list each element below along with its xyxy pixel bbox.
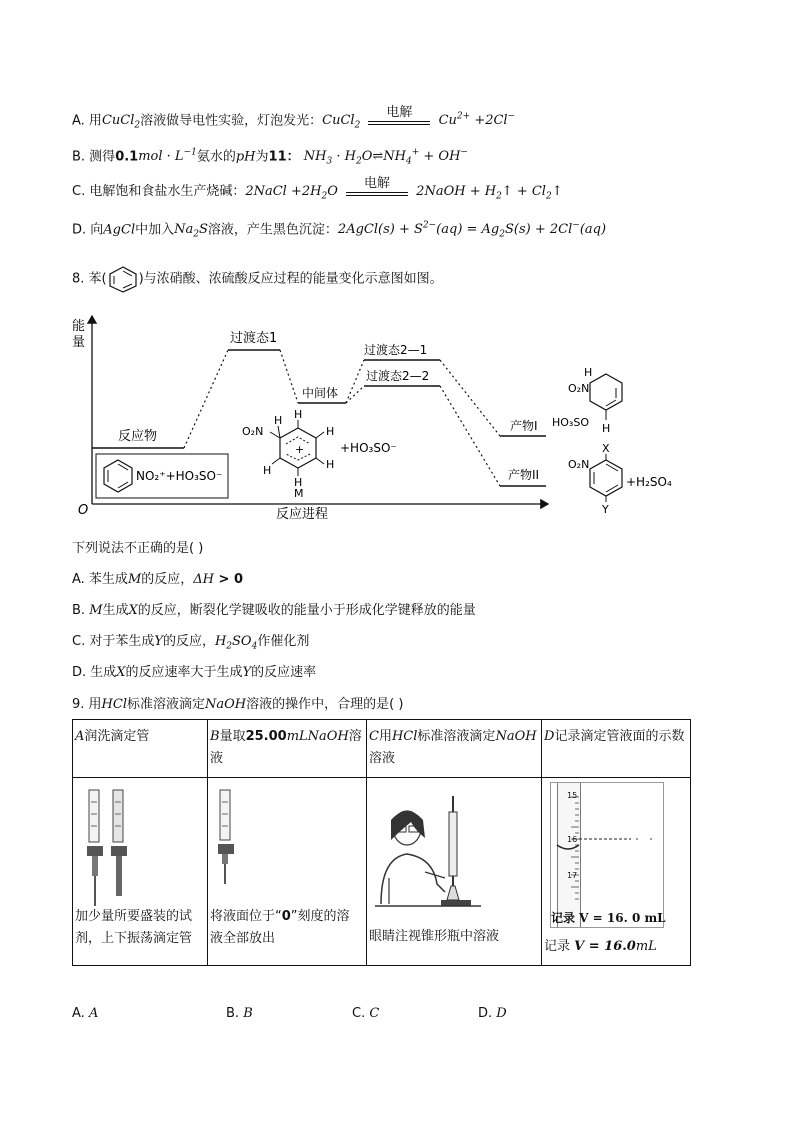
product1-label: 产物I — [510, 419, 538, 433]
m-h-bottom: H — [294, 476, 303, 489]
burette-draining-icon — [214, 788, 254, 888]
q7b-ph: pH — [235, 149, 256, 165]
q7-option-c — [72, 176, 563, 206]
q7c-electrolysis-condition: 电解 — [346, 177, 408, 196]
burette-scale-photo — [550, 782, 664, 928]
intermediate-label: 中间体 — [302, 386, 339, 400]
x-axis-label: 反应进程 — [276, 507, 329, 522]
q7b-unit: mol · $L^{-1}$ — [138, 148, 197, 165]
q7a-text: 溶液做导电性实验，灯泡发光： — [140, 113, 323, 129]
m-h-left-bottom: H — [263, 464, 272, 477]
q7a-electrolysis-condition: 电解 — [368, 106, 430, 125]
ts21-label: 过渡态2—1 — [364, 343, 428, 357]
q7c-products: 2NaOH + $H_2↑$ + $Cl_2↑$ — [416, 184, 563, 202]
q7b-eleven: 11： — [268, 149, 300, 165]
q7b-text-2: 为 — [255, 149, 269, 165]
origin-label: O — [78, 503, 89, 518]
p1-ho3so-label: HO₃SO — [552, 416, 589, 429]
ts22-label: 过渡态2—2 — [366, 369, 430, 383]
q9-caption-a: 加少量所要盛装的试剂，上下振荡滴定管 — [75, 909, 193, 946]
q9-cell-a — [73, 778, 208, 966]
reactant-formula: NO₂⁺+HO₃SO⁻ — [136, 469, 223, 483]
q8-prompt: 下列说法不正确的是( ) — [72, 541, 204, 556]
q8-option-b: B. M生成X的反应，断裂化学键吸收的能量小于形成化学键释放的能量 — [72, 603, 476, 618]
product2-structure — [590, 454, 622, 502]
q9-header-c: C用HCl标准溶液滴定NaOH 溶液 — [367, 720, 542, 778]
p2-y-label: Y — [602, 503, 609, 516]
q7d-equation: 2AgCl(s) + $S^{2-}(aq) = Ag_2S(s) + 2Cl^-(aq)$ — [337, 221, 607, 240]
m-h-top-left: H — [274, 414, 283, 427]
q9-caption-c: 眼睛注视锥形瓶中溶液 — [369, 929, 500, 944]
y-axis-label-1: 能 — [72, 319, 86, 334]
q9-answer-c: C. C — [352, 1006, 380, 1021]
q9-header-d: D记录滴定管液面的示数 — [542, 720, 691, 778]
p2-x-label: X — [602, 442, 610, 455]
burette-shaking-icon — [81, 788, 151, 912]
ts1-label: 过渡态1 — [230, 331, 278, 346]
q7c-prefix: C. 电解饱和食盐水生产烧碱： — [72, 184, 246, 199]
m-h-right-top: H — [326, 425, 335, 438]
q7d-text: 中加入 — [135, 222, 175, 238]
m-plus-charge: + — [295, 443, 305, 456]
product1-structure — [590, 374, 622, 420]
q9-cell-d — [542, 778, 691, 966]
m-o2n-label: O₂N — [242, 425, 264, 438]
path-dash-3 — [346, 360, 364, 403]
product2-label: 产物II — [508, 468, 540, 482]
q9-caption-d: 记录 V = 16.0mL — [544, 939, 657, 954]
tick-label-16: 16 — [567, 835, 578, 844]
q8-option-c: C. 对于苯生成Y的反应，$H_2SO_4$作催化剂 — [72, 634, 310, 652]
path-dash-1 — [184, 350, 228, 448]
q8-option-d: D. 生成X的反应速率大于生成Y的反应速率 — [72, 665, 317, 680]
q7-option-b — [72, 144, 468, 171]
m-h-right-bottom: H — [326, 458, 335, 471]
q7d-agcl: AgCl — [103, 222, 136, 238]
q7d-na2s: $Na_2S$ — [174, 222, 208, 240]
q8-stem-start: 8. 苯( — [72, 271, 107, 287]
p1-o2n-label: O₂N — [568, 382, 590, 395]
y-axis-label-2: 量 — [72, 335, 86, 350]
q7-option-d — [72, 217, 606, 244]
q9-header-a: A润洗滴定管 — [73, 720, 208, 778]
q7d-text-2: 溶液，产生黑色沉淀： — [207, 222, 338, 238]
photo-reading-text: 记录 V = 16. 0 mL — [551, 911, 666, 925]
p1-h-top: H — [584, 366, 593, 379]
p1-h-bottom: H — [602, 422, 611, 435]
q9-table — [72, 719, 691, 966]
q7a-formula-2: CuCl$_2$ — [322, 113, 361, 131]
reactant-benzene-icon — [104, 460, 132, 492]
p2-h2so4: +H₂SO₄ — [626, 475, 672, 489]
q7a-formula-1: CuCl$_2$ — [101, 113, 141, 131]
p2-o2n-label: O₂N — [568, 458, 590, 471]
q7-option-a — [72, 105, 516, 135]
q7b-prefix: B. 测得 — [72, 149, 116, 165]
energy-diagram — [66, 308, 696, 526]
q9-answer-d: D. D — [478, 1006, 507, 1021]
m-h-top: H — [294, 408, 303, 421]
reactant-label: 反应物 — [118, 429, 158, 444]
q8-option-a: A. 苯生成M的反应，ΔH > 0 — [72, 572, 243, 587]
q8-stem — [72, 265, 443, 293]
q7b-text: 氨水的 — [196, 149, 236, 165]
q9-caption-b: 将液面位于“0”刻度的溶液全部放出 — [210, 909, 350, 946]
q9-stem: 9. 用HCl标准溶液滴定NaOH溶液的操作中，合理的是( ) — [72, 697, 404, 712]
q9-cell-c — [367, 778, 542, 966]
q9-cell-b — [208, 778, 367, 966]
q7d-prefix: D. 向 — [72, 222, 104, 238]
q7b-value: 0.1 — [115, 149, 139, 165]
q7a-prefix: A. 用 — [72, 113, 102, 129]
path-dash-6 — [440, 386, 500, 486]
student-titrating-illustration — [371, 792, 487, 916]
q7b-equation: $NH_3$ · $H_2O\rightleftharpoons NH_4^+ + OH^-$ — [303, 148, 468, 167]
benzene-icon — [107, 265, 139, 293]
q9-answer-a: A. A — [72, 1006, 99, 1021]
tick-label-17: 17 — [567, 871, 578, 880]
path-dash-2 — [280, 350, 298, 403]
q9-header-b: B量取25.00mLNaOH溶液 — [208, 720, 367, 778]
q7c-reactants: 2NaCl $+2H_2O$ — [245, 184, 338, 202]
m-label: M — [294, 487, 304, 500]
tick-label-15: 15 — [567, 791, 578, 800]
path-dash-5 — [440, 360, 500, 436]
q8-stem-end: )与浓硝酸、浓硫酸反应过程的能量变化示意图如图。 — [138, 271, 443, 287]
q9-answer-b: B. B — [226, 1006, 253, 1021]
q7a-products: $Cu^{2+} +2Cl^-$ — [438, 112, 516, 129]
path-dash-4 — [346, 386, 364, 403]
m-formula: +HO₃SO⁻ — [340, 441, 397, 455]
